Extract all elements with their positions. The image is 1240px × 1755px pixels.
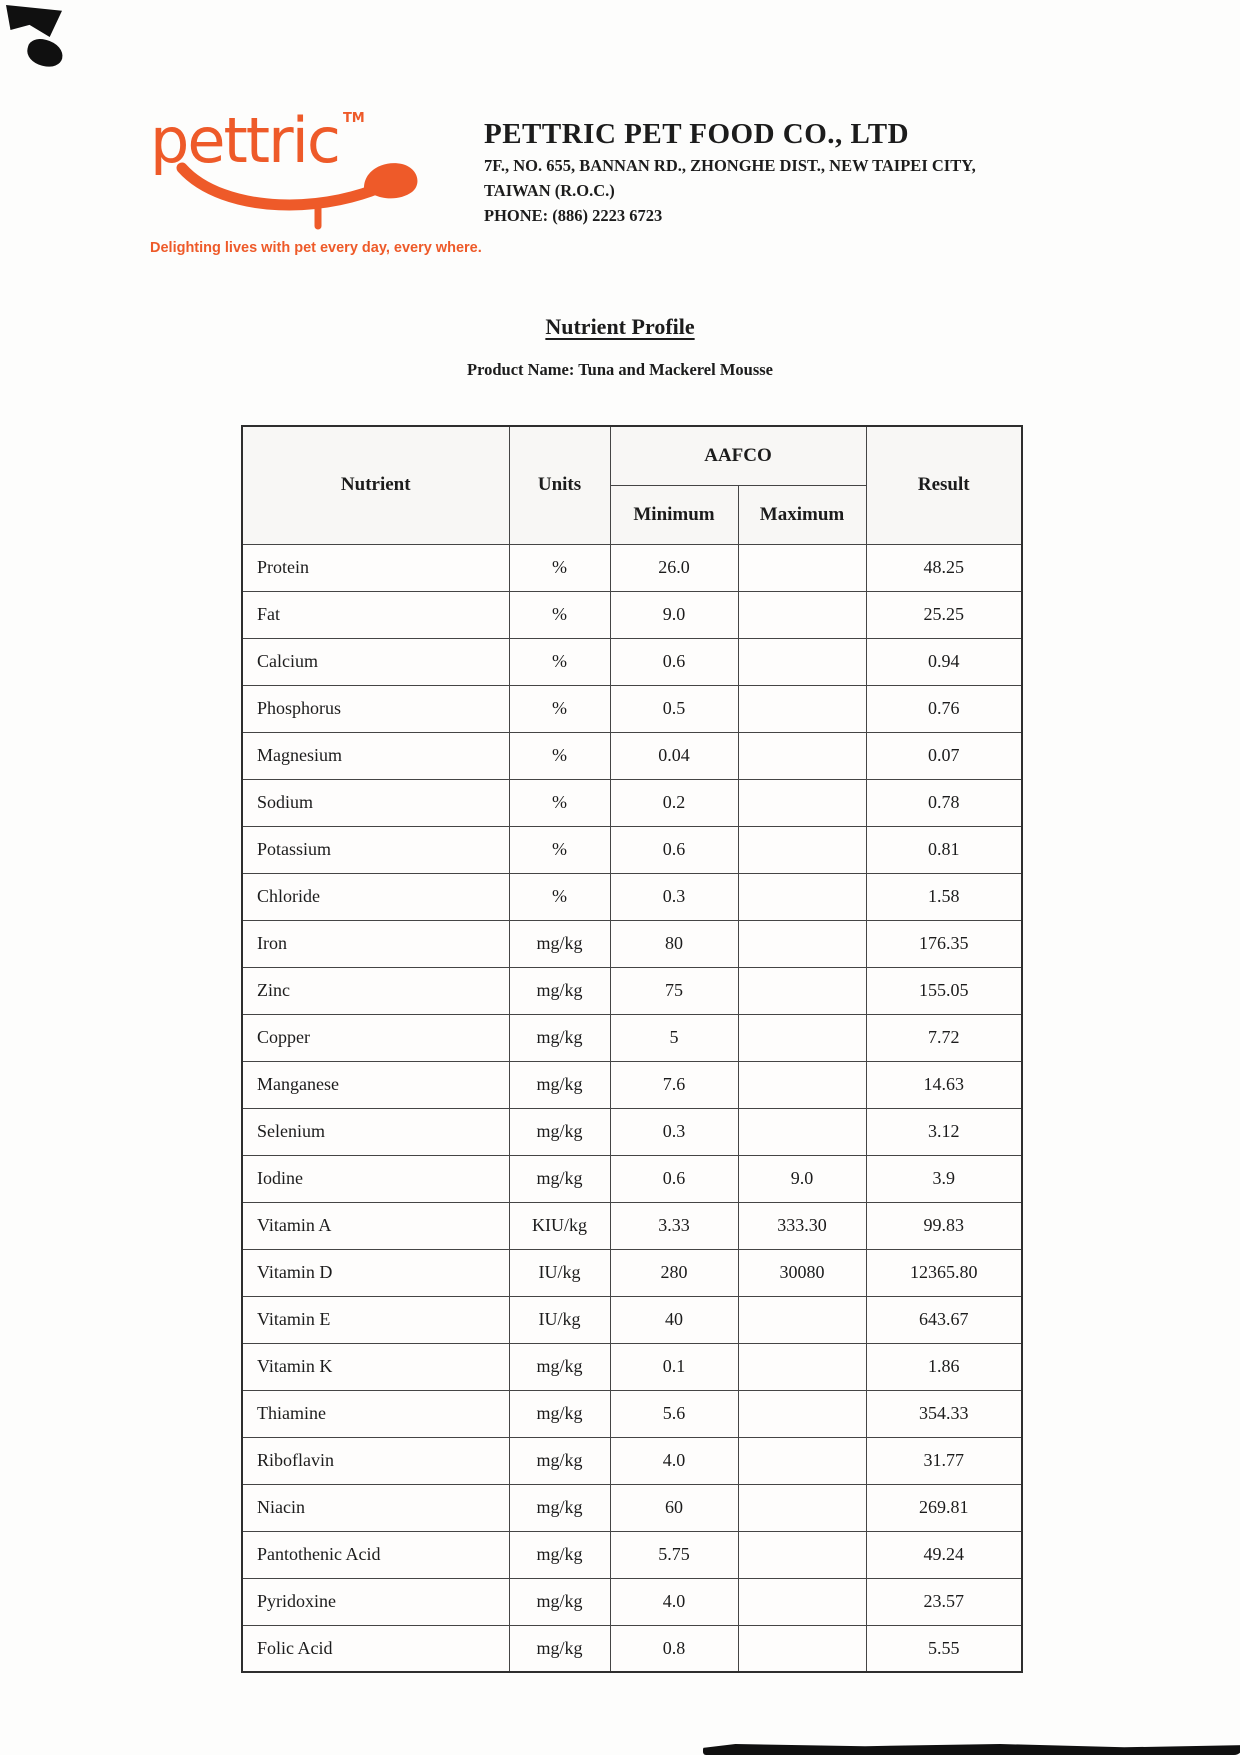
nutrient-cell: Magnesium <box>242 732 509 779</box>
minimum-cell: 60 <box>610 1484 738 1531</box>
table-row <box>242 685 1022 732</box>
maximum-cell <box>738 1437 866 1484</box>
table-row <box>242 544 1022 591</box>
table-row <box>242 732 1022 779</box>
minimum-cell: 0.6 <box>610 1155 738 1202</box>
maximum-cell <box>738 1343 866 1390</box>
nutrient-cell: Sodium <box>242 779 509 826</box>
result-cell: 354.33 <box>866 1390 1022 1437</box>
nutrient-cell: Pyridoxine <box>242 1578 509 1625</box>
result-cell: 643.67 <box>866 1296 1022 1343</box>
result-cell: 5.55 <box>866 1625 1022 1672</box>
units-cell: mg/kg <box>509 1390 610 1437</box>
header-maximum: Maximum <box>738 485 866 544</box>
table-row <box>242 1390 1022 1437</box>
minimum-cell: 0.2 <box>610 779 738 826</box>
units-cell: mg/kg <box>509 1014 610 1061</box>
document-title: Nutrient Profile <box>545 314 695 339</box>
maximum-cell <box>738 1578 866 1625</box>
nutrient-cell: Fat <box>242 591 509 638</box>
table-row <box>242 1343 1022 1390</box>
units-cell: KIU/kg <box>509 1202 610 1249</box>
nutrient-cell: Selenium <box>242 1108 509 1155</box>
scan-artifact-bottom-edge <box>703 1744 1240 1755</box>
nutrient-cell: Copper <box>242 1014 509 1061</box>
units-cell: mg/kg <box>509 1437 610 1484</box>
units-cell: mg/kg <box>509 1578 610 1625</box>
result-cell: 49.24 <box>866 1531 1022 1578</box>
units-cell: IU/kg <box>509 1296 610 1343</box>
result-cell: 25.25 <box>866 591 1022 638</box>
table-row <box>242 1484 1022 1531</box>
minimum-cell: 280 <box>610 1249 738 1296</box>
minimum-cell: 3.33 <box>610 1202 738 1249</box>
result-cell: 1.86 <box>866 1343 1022 1390</box>
nutrient-cell: Iodine <box>242 1155 509 1202</box>
nutrient-cell: Iron <box>242 920 509 967</box>
units-cell: mg/kg <box>509 1625 610 1672</box>
company-address-line-2: TAIWAN (R.O.C.) <box>484 180 615 200</box>
result-cell: 14.63 <box>866 1061 1022 1108</box>
result-cell: 0.81 <box>866 826 1022 873</box>
minimum-cell: 7.6 <box>610 1061 738 1108</box>
nutrient-cell: Chloride <box>242 873 509 920</box>
units-cell: % <box>509 685 610 732</box>
table-row <box>242 920 1022 967</box>
units-cell: IU/kg <box>509 1249 610 1296</box>
table-row <box>242 1531 1022 1578</box>
header-result: Result <box>866 426 1022 544</box>
result-cell: 176.35 <box>866 920 1022 967</box>
scan-artifact-top-left-1 <box>6 5 62 37</box>
minimum-cell: 26.0 <box>610 544 738 591</box>
maximum-cell <box>738 873 866 920</box>
table-row <box>242 873 1022 920</box>
result-cell: 7.72 <box>866 1014 1022 1061</box>
table-row <box>242 1249 1022 1296</box>
nutrient-cell: Vitamin K <box>242 1343 509 1390</box>
maximum-cell <box>738 1108 866 1155</box>
nutrient-cell: Thiamine <box>242 1390 509 1437</box>
result-cell: 3.12 <box>866 1108 1022 1155</box>
units-cell: % <box>509 638 610 685</box>
product-name: Product Name: Tuna and Mackerel Mousse <box>466 360 774 379</box>
maximum-cell <box>738 1484 866 1531</box>
scan-artifact-top-left-2 <box>24 36 65 70</box>
header-aafco: AAFCO <box>610 426 866 485</box>
nutrient-cell: Calcium <box>242 638 509 685</box>
header-units: Units <box>509 426 610 544</box>
result-cell: 3.9 <box>866 1155 1022 1202</box>
table-row <box>242 1061 1022 1108</box>
result-cell: 155.05 <box>866 967 1022 1014</box>
result-cell: 0.76 <box>866 685 1022 732</box>
table-row <box>242 1108 1022 1155</box>
maximum-cell <box>738 920 866 967</box>
maximum-cell <box>738 1390 866 1437</box>
maximum-cell <box>738 1061 866 1108</box>
table-row <box>242 1578 1022 1625</box>
maximum-cell <box>738 1531 866 1578</box>
units-cell: mg/kg <box>509 1531 610 1578</box>
units-cell: mg/kg <box>509 1343 610 1390</box>
units-cell: % <box>509 591 610 638</box>
units-cell: mg/kg <box>509 1108 610 1155</box>
minimum-cell: 0.04 <box>610 732 738 779</box>
letterhead <box>150 104 1084 256</box>
result-cell: 31.77 <box>866 1437 1022 1484</box>
result-cell: 99.83 <box>866 1202 1022 1249</box>
nutrient-cell: Protein <box>242 544 509 591</box>
table-row <box>242 779 1022 826</box>
units-cell: % <box>509 544 610 591</box>
nutrient-cell: Phosphorus <box>242 685 509 732</box>
table-row <box>242 1296 1022 1343</box>
minimum-cell: 4.0 <box>610 1578 738 1625</box>
company-phone: PHONE: (886) 2223 6723 <box>484 205 663 225</box>
nutrient-cell: Vitamin A <box>242 1202 509 1249</box>
units-cell: mg/kg <box>509 1155 610 1202</box>
minimum-cell: 0.6 <box>610 638 738 685</box>
maximum-cell: 9.0 <box>738 1155 866 1202</box>
maximum-cell <box>738 591 866 638</box>
maximum-cell <box>738 732 866 779</box>
minimum-cell: 0.8 <box>610 1625 738 1672</box>
header-nutrient: Nutrient <box>242 426 509 544</box>
table-row <box>242 1437 1022 1484</box>
nutrient-cell: Pantothenic Acid <box>242 1531 509 1578</box>
result-cell: 12365.80 <box>866 1249 1022 1296</box>
table-row <box>242 591 1022 638</box>
nutrient-table-body <box>242 544 1022 1672</box>
maximum-cell <box>738 1296 866 1343</box>
table-row <box>242 967 1022 1014</box>
units-cell: mg/kg <box>509 1484 610 1531</box>
result-cell: 0.07 <box>866 732 1022 779</box>
units-cell: mg/kg <box>509 967 610 1014</box>
minimum-cell: 0.6 <box>610 826 738 873</box>
nutrient-cell: Vitamin D <box>242 1249 509 1296</box>
maximum-cell <box>738 1014 866 1061</box>
maximum-cell <box>738 638 866 685</box>
table-row <box>242 638 1022 685</box>
units-cell: mg/kg <box>509 920 610 967</box>
company-address-line-1: 7F., NO. 655, BANNAN RD., ZHONGHE DIST., NEW TAIPEI CITY, <box>484 156 976 175</box>
maximum-cell <box>738 544 866 591</box>
minimum-cell: 0.5 <box>610 685 738 732</box>
logo-tagline: Delighting lives with pet every day, every where. <box>150 240 482 256</box>
nutrient-cell: Zinc <box>242 967 509 1014</box>
units-cell: % <box>509 732 610 779</box>
minimum-cell: 40 <box>610 1296 738 1343</box>
minimum-cell: 75 <box>610 967 738 1014</box>
maximum-cell <box>738 1625 866 1672</box>
maximum-cell: 333.30 <box>738 1202 866 1249</box>
table-row <box>242 826 1022 873</box>
minimum-cell: 9.0 <box>610 591 738 638</box>
maximum-cell <box>738 685 866 732</box>
units-cell: mg/kg <box>509 1061 610 1108</box>
minimum-cell: 5.75 <box>610 1531 738 1578</box>
minimum-cell: 0.3 <box>610 1108 738 1155</box>
maximum-cell <box>738 779 866 826</box>
minimum-cell: 5 <box>610 1014 738 1061</box>
nutrient-table <box>241 425 1023 1673</box>
units-cell: % <box>509 826 610 873</box>
result-cell: 269.81 <box>866 1484 1022 1531</box>
nutrient-cell: Vitamin E <box>242 1296 509 1343</box>
result-cell: 23.57 <box>866 1578 1022 1625</box>
result-cell: 0.78 <box>866 779 1022 826</box>
nutrient-cell: Folic Acid <box>242 1625 509 1672</box>
nutrient-cell: Riboflavin <box>242 1437 509 1484</box>
company-info <box>484 110 1084 256</box>
result-cell: 1.58 <box>866 873 1022 920</box>
result-cell: 0.94 <box>866 638 1022 685</box>
minimum-cell: 0.1 <box>610 1343 738 1390</box>
minimum-cell: 80 <box>610 920 738 967</box>
maximum-cell <box>738 967 866 1014</box>
pettric-logo <box>150 104 482 256</box>
brand-wordmark <box>150 104 450 177</box>
minimum-cell: 5.6 <box>610 1390 738 1437</box>
minimum-cell: 4.0 <box>610 1437 738 1484</box>
nutrient-cell: Potassium <box>242 826 509 873</box>
nutrient-cell: Niacin <box>242 1484 509 1531</box>
brand-text: pettric <box>150 104 339 177</box>
maximum-cell <box>738 826 866 873</box>
table-row <box>242 1014 1022 1061</box>
nutrient-table-header <box>242 426 1022 544</box>
maximum-cell: 30080 <box>738 1249 866 1296</box>
units-cell: % <box>509 873 610 920</box>
minimum-cell: 0.3 <box>610 873 738 920</box>
nutrient-cell: Manganese <box>242 1061 509 1108</box>
table-row <box>242 1625 1022 1672</box>
units-cell: % <box>509 779 610 826</box>
trademark-symbol: TM <box>342 111 365 126</box>
nutrient-table-container <box>241 425 1023 1673</box>
table-row <box>242 1155 1022 1202</box>
header-minimum: Minimum <box>610 485 738 544</box>
company-name: PETTRIC PET FOOD CO., LTD <box>484 118 910 150</box>
table-row <box>242 1202 1022 1249</box>
result-cell: 48.25 <box>866 544 1022 591</box>
